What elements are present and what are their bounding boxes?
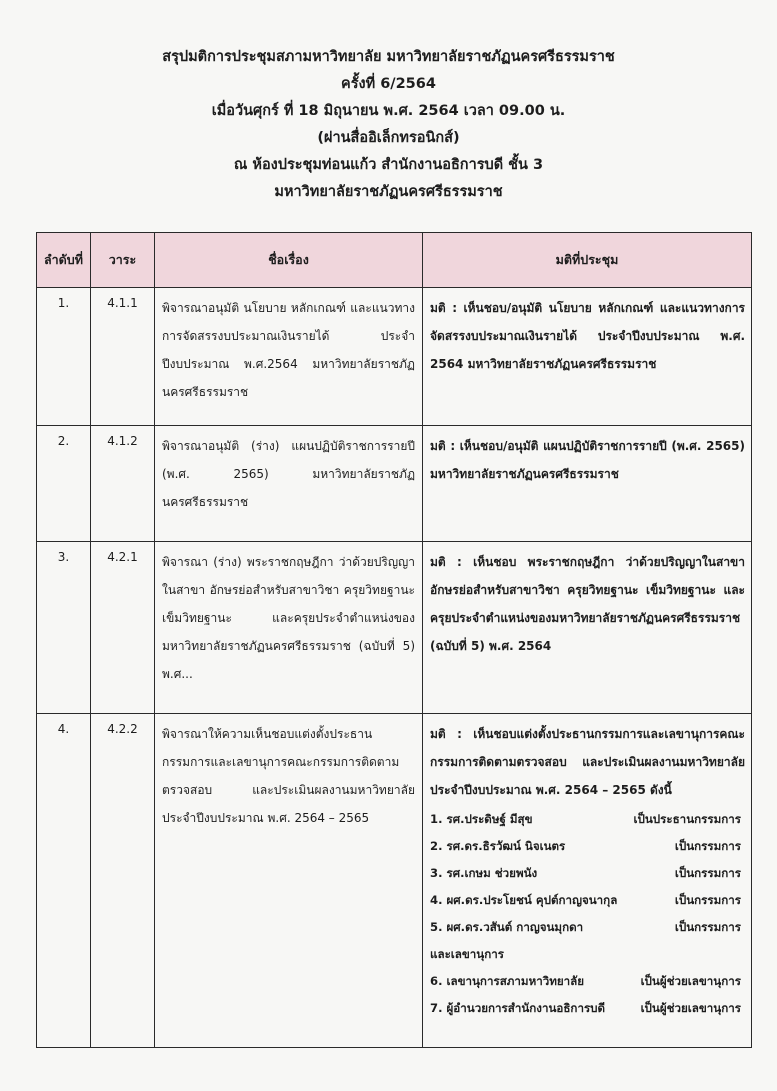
committee-member-list [430,806,745,1022]
row-agenda: 4.2.1 [91,542,155,714]
member-role: เป็นผู้ช่วยเลขานุการ [640,974,741,988]
table-row [37,426,752,542]
col-header-title: ชื่อเรื่อง [155,233,423,288]
row-title: พิจารณาอนุมัติ (ร่าง) แผนปฏิบัติราชการรายปี (พ.ศ. 2565) มหาวิทยาลัยราชภัฏนครศรีธรรมราช [155,426,423,542]
member-name: 5. ผศ.ดร.วสันต์ กาญจนมุกดา [430,920,584,934]
row-resolution: มติ : เห็นชอบ/อนุมัติ แผนปฏิบัติราชการรายปี (พ.ศ. 2565) มหาวิทยาลัยราชภัฏนครศรีธรรมราช [423,426,752,542]
row-agenda: 4.2.2 [91,714,155,1048]
table-header-row [37,233,752,288]
member-role: เป็นประธานกรรมการ [633,812,741,826]
row-resolution: มติ : เห็นชอบ พระราชกฤษฎีกา ว่าด้วยปริญญาในสาขา อักษรย่อสำหรับสาขาวิชา ครุยวิทยฐานะ เข็มวิทยฐานะ และครุยประจำตำแหน่งของมหาวิทยาลัยราชภัฏนครศรีธรรมราช (ฉบับที่ 5) พ.ศ. 2564 [423,542,752,714]
committee-member [430,914,745,941]
col-header-agenda: วาระ [91,233,155,288]
minutes-table [36,232,752,1048]
row-resolution: มติ : เห็นชอบแต่งตั้งประธานกรรมการและเลขานุการคณะกรรมการติดตามตรวจสอบ และประเมินผลงานมหาวิทยาลัย ประจำปีงบประมาณ พ.ศ. 2564 – 2565 ดังนี้ [430,727,745,797]
table-row [37,542,752,714]
committee-member [430,995,745,1022]
row-agenda: 4.1.2 [91,426,155,542]
row-resolution: มติ : เห็นชอบ/อนุมัติ นโยบาย หลักเกณฑ์ และแนวทางการจัดสรรงบประมาณเงินรายได้ ประจำปีงบประมาณ พ.ศ. 2564 มหาวิทยาลัยราชภัฏนครศรีธรรมราช [423,288,752,426]
col-header-no: ลำดับที่ [37,233,91,288]
committee-member [430,806,745,833]
table-row [37,288,752,426]
row-no: 1. [37,288,91,426]
member-role: เป็นกรรมการ [674,866,741,880]
row-title: พิจารณา (ร่าง) พระราชกฤษฎีกา ว่าด้วยปริญญาในสาขา อักษรย่อสำหรับสาขาวิชา ครุยวิทยฐานะ เข็มวิทยฐานะ และครุยประจำตำแหน่งของมหาวิทยาลัยราชภัฏนครศรีธรรมราช (ฉบับที่ 5) พ.ศ... [155,542,423,714]
header-title: สรุปมติการประชุมสภามหาวิทยาลัย มหาวิทยาลัยราชภัฏนครศรีธรรมราช [162,49,615,65]
member-name: 7. ผู้อำนวยการสำนักงานอธิการบดี [430,1001,606,1015]
member-role-continuation: และเลขานุการ [430,947,504,961]
table-row [37,714,752,1048]
col-header-resolution: มติที่ประชุม [423,233,752,288]
committee-member [430,833,745,860]
meeting-date: เมื่อวันศุกร์ ที่ 18 มิถุนายน พ.ศ. 2564 เวลา 09.00 น. [211,103,566,119]
meeting-room: ณ ห้องประชุมท่อนแก้ว สำนักงานอธิการบดี ชั้น 3 [233,157,544,173]
meeting-number: ครั้งที่ 6/2564 [341,76,436,92]
member-name: 2. รศ.ดร.ธิรวัฒน์ นิจเนตร [430,839,566,853]
committee-member [430,887,745,914]
member-role: เป็นกรรมการ [674,893,741,907]
meeting-mode: (ผ่านสื่ออิเล็กทรอนิกส์) [317,130,460,146]
row-no: 3. [37,542,91,714]
member-name: 6. เลขานุการสภามหาวิทยาลัย [430,974,585,988]
committee-member [430,860,745,887]
member-role: เป็นผู้ช่วยเลขานุการ [640,1001,741,1015]
row-title: พิจารณาให้ความเห็นชอบแต่งตั้งประธานกรรมการและเลขานุการคณะกรรมการติดตามตรวจสอบ และประเมินผลงานมหาวิทยาลัย ประจำปีงบประมาณ พ.ศ. 2564 – 2565 [155,714,423,1048]
row-no: 4. [37,714,91,1048]
member-name: 1. รศ.ประดิษฐ์ มีสุข [430,812,533,826]
row-agenda: 4.1.1 [91,288,155,426]
document-header [0,44,777,206]
row-resolution-cell [423,714,752,1048]
member-role: เป็นกรรมการ [674,920,741,934]
row-no: 2. [37,426,91,542]
meeting-university: มหาวิทยาลัยราชภัฏนครศรีธรรมราช [274,184,503,200]
member-role: เป็นกรรมการ [674,839,741,853]
committee-member [430,968,745,995]
member-name: 4. ผศ.ดร.ประโยชน์ คุปต์กาญจนากุล [430,893,618,907]
member-name: 3. รศ.เกษม ช่วยพนัง [430,866,538,880]
row-title: พิจารณาอนุมัติ นโยบาย หลักเกณฑ์ และแนวทางการจัดสรรงบประมาณเงินรายได้ ประจำปีงบประมาณ พ.ศ.2564 มหาวิทยาลัยราชภัฏนครศรีธรรมราช [155,288,423,426]
